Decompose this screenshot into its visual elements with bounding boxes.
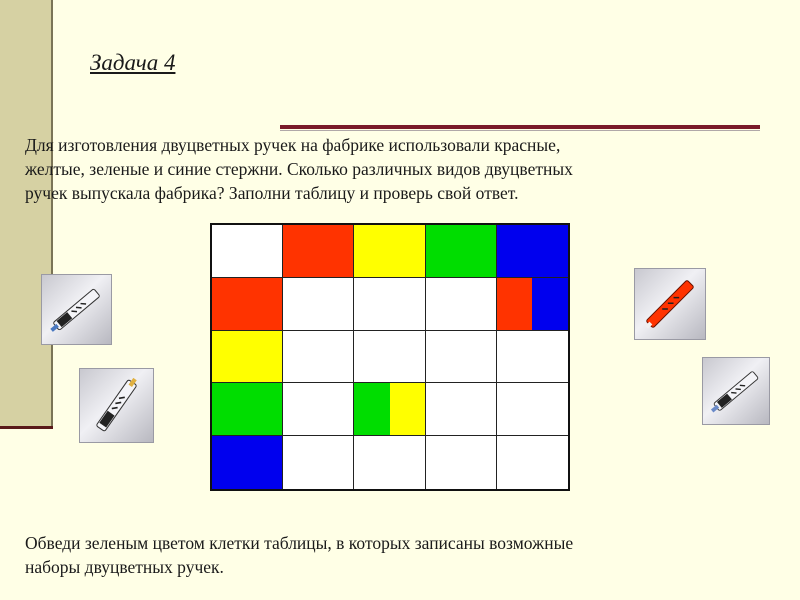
color-swatch-empty (354, 331, 424, 383)
pen-image-right-top (634, 268, 706, 340)
table-header-cell (497, 225, 568, 278)
table-cell[interactable] (354, 436, 425, 489)
color-swatch-red (497, 278, 533, 330)
top-divider-shadow (280, 130, 760, 131)
color-swatch-blue (532, 278, 568, 330)
pen-icon (703, 358, 769, 424)
table-cell[interactable] (283, 383, 354, 436)
task-line: желтые, зеленые и синие стержни. Сколько различных видов двуцветных (25, 159, 573, 179)
pen-icon (42, 275, 111, 344)
task-line: Для изготовления двуцветных ручек на фабрике использовали красные, (25, 135, 561, 155)
color-swatch-empty (354, 436, 424, 489)
table-cell[interactable] (426, 278, 497, 331)
table-cell[interactable] (497, 383, 568, 436)
color-swatch-green (212, 383, 282, 435)
color-swatch-empty (497, 436, 568, 489)
pen-icon (80, 369, 153, 442)
table-cell[interactable] (497, 436, 568, 489)
color-swatch-empty (283, 331, 353, 383)
color-swatch-empty (283, 436, 353, 489)
color-swatch-empty (426, 436, 496, 489)
color-swatch-empty (283, 383, 353, 435)
slide-title: Задача 4 (90, 50, 176, 75)
pen-icon (635, 269, 705, 339)
instruction-text (25, 531, 745, 579)
table-cell[interactable] (426, 383, 497, 436)
table-header-cell (212, 383, 283, 436)
color-swatch-yellow (390, 383, 425, 435)
left-decor-panel (0, 0, 53, 427)
color-swatch-yellow (354, 225, 424, 277)
color-swatch-empty (212, 225, 282, 277)
table-header-cell (354, 225, 425, 278)
color-swatch-red (212, 278, 282, 330)
table-cell[interactable] (354, 331, 425, 384)
color-swatch-empty (497, 383, 568, 435)
color-swatch-empty (497, 331, 568, 383)
color-swatch-empty (426, 383, 496, 435)
table-header-cell (212, 436, 283, 489)
instruction-line: Обведи зеленым цветом клетки таблицы, в которых записаны возможные (25, 533, 574, 553)
table-cell[interactable] (283, 436, 354, 489)
color-swatch-green (354, 383, 389, 435)
color-swatch-green (426, 225, 496, 277)
table-cell[interactable] (354, 278, 425, 331)
table-cell[interactable] (283, 278, 354, 331)
top-divider (280, 125, 760, 129)
table-header-cell (212, 331, 283, 384)
table-header-cell (426, 225, 497, 278)
left-decor-line (0, 426, 53, 429)
table-header-cell (212, 278, 283, 331)
pen-image-right-bottom (702, 357, 770, 425)
color-swatch-empty (426, 331, 496, 383)
color-swatch-blue (497, 225, 568, 277)
color-swatch-yellow (212, 331, 282, 383)
table-cell[interactable] (354, 383, 425, 436)
pen-image-left-bottom (79, 368, 154, 443)
table-cell[interactable] (497, 278, 568, 331)
color-swatch-empty (426, 278, 496, 330)
table-header-cell (283, 225, 354, 278)
color-swatch-red (283, 225, 353, 277)
task-text (25, 133, 745, 205)
table-header-cell (212, 225, 283, 278)
instruction-line: наборы двуцветных ручек. (25, 557, 224, 577)
table-cell[interactable] (426, 331, 497, 384)
color-table (210, 223, 570, 491)
table-cell[interactable] (283, 331, 354, 384)
pen-image-left-top (41, 274, 112, 345)
color-swatch-empty (354, 278, 424, 330)
color-swatch-blue (212, 436, 282, 489)
task-line: ручек выпускала фабрика? Заполни таблицу и проверь свой ответ. (25, 183, 519, 203)
color-swatch-empty (283, 278, 353, 330)
table-cell[interactable] (426, 436, 497, 489)
table-cell[interactable] (497, 331, 568, 384)
